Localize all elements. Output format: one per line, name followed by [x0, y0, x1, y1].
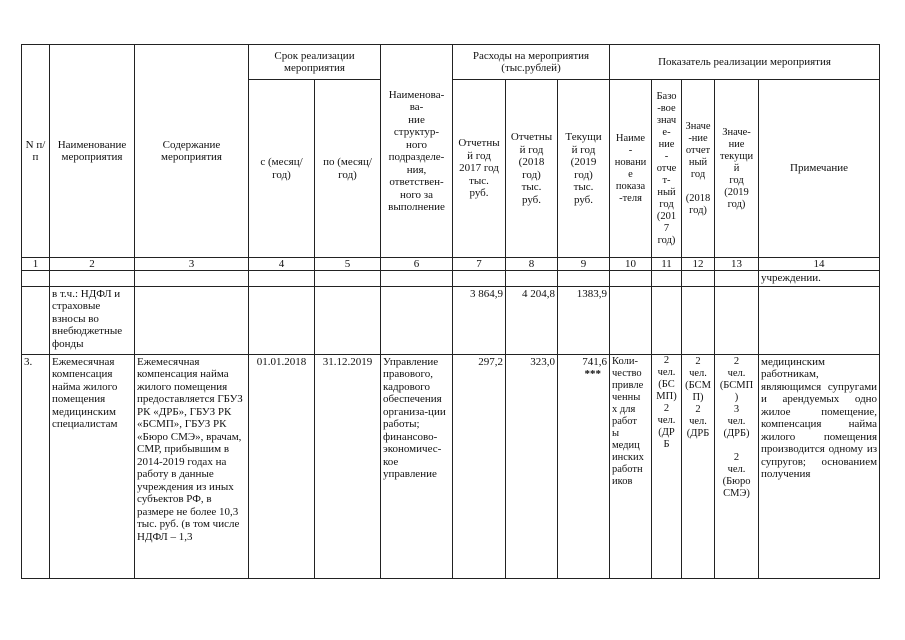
column-number: 14: [759, 258, 880, 271]
measure-name: Ежемесячная компенсация найма жилого помещения медицинским специалистам: [50, 354, 135, 578]
header-exp-2018: Отчетны й год (2018 год) тыс. руб.: [506, 80, 558, 258]
table-row: [22, 286, 880, 354]
column-number: 10: [610, 258, 652, 271]
column-number: 3: [135, 258, 249, 271]
header-indicator-2018: Значе -ние отчет ный год (2018 год): [682, 80, 715, 258]
header-expenses: Расходы на мероприятия (тыс.рублей): [453, 45, 610, 80]
indicator-base: 2 чел. (БС МП) 2 чел. (ДР Б: [652, 354, 682, 578]
tax-exp-2019: 1383,9: [558, 286, 610, 354]
exp-2019-cell: [558, 354, 610, 578]
period-from: 01.01.2018: [249, 354, 315, 578]
header-exp-2019: Текущи й год (2019 год) тыс. руб.: [558, 80, 610, 258]
tax-exp-2018: 4 204,8: [506, 286, 558, 354]
measures-table: [21, 44, 880, 579]
column-number: 12: [682, 258, 715, 271]
column-number: 8: [506, 258, 558, 271]
exp-2018: 323,0: [506, 354, 558, 578]
header-indicator-2019: Значе- ние текущи й год (2019 год): [715, 80, 759, 258]
exp-2019-mark: ***: [584, 368, 602, 380]
header-indicator: Показатель реализации мероприятия: [610, 45, 880, 80]
indicator-2018: 2 чел. (БСМ П) 2 чел. (ДРБ: [682, 354, 715, 578]
responsible-unit: Управление правового, кадрового обеспечения организа-ции работы; финансово-экономичес-кое управление: [381, 354, 453, 578]
tax-row-name: в т.ч.: НДФЛ и страховые взносы во внебюджетные фонды: [50, 286, 135, 354]
column-number: 13: [715, 258, 759, 271]
exp-2017: 297,2: [453, 354, 506, 578]
header-indicator-base: Базо -вое знач е- ние - отче т- ный год (201 7 год): [652, 80, 682, 258]
row-number: 3.: [22, 354, 50, 578]
column-number: 5: [315, 258, 381, 271]
header-name: Наименование мероприятия: [50, 45, 135, 258]
continuation-note: учреждении.: [759, 271, 880, 287]
header-num: N п/п: [22, 45, 50, 258]
measure-content: Ежемесячная компенсация найма жилого помещения предоставляется ГБУЗ РК «ДРБ», ГБУЗ РК «БСМП», ГБУЗ РК «Бюро СМЭ», врачам, СМР, прибывшим в 2014-2019 годах на работу в данные учреждения из иных субъектов РФ, в размере не более 10,3 тыс. руб. (в том числе НДФЛ – 1,3: [135, 354, 249, 578]
header-period: Срок реализации мероприятия: [249, 45, 381, 80]
table-row: [22, 271, 880, 287]
note: медицинским работникам, являющимся супругами и арендуемых одно жилое помещение, компенсация найма жилого помещения производится одному из супругов; основанием получения: [759, 354, 880, 578]
column-number: 6: [381, 258, 453, 271]
indicator-2019: 2 чел. (БСМП ) 3 чел. (ДРБ) 2 чел. (Бюро СМЭ): [715, 354, 759, 578]
column-number: 11: [652, 258, 682, 271]
column-numbers-row: [22, 258, 880, 271]
exp-2019: 741,6: [582, 355, 608, 368]
column-number: 7: [453, 258, 506, 271]
header-responsible: Наименова- ва- ние структур- ного подразделе- ния, ответствен- ного за выполнение: [381, 45, 453, 258]
column-number: 9: [558, 258, 610, 271]
header-to: по (месяц/ год): [315, 80, 381, 258]
column-number: 1: [22, 258, 50, 271]
period-to: 31.12.2019: [315, 354, 381, 578]
header-note: Примечание: [759, 80, 880, 258]
tax-exp-2017: 3 864,9: [453, 286, 506, 354]
header-from: с (месяц/ год): [249, 80, 315, 258]
column-number: 2: [50, 258, 135, 271]
header-content: Содержание мероприятия: [135, 45, 249, 258]
indicator-name: Коли- чество привле ченны х для работ ы медиц инских работн иков: [610, 354, 652, 578]
header-exp-2017: Отчетны й год 2017 год тыс. руб.: [453, 80, 506, 258]
table-row: [22, 354, 880, 578]
column-number: 4: [249, 258, 315, 271]
header-indicator-name: Наиме - новани е показа -теля: [610, 80, 652, 258]
